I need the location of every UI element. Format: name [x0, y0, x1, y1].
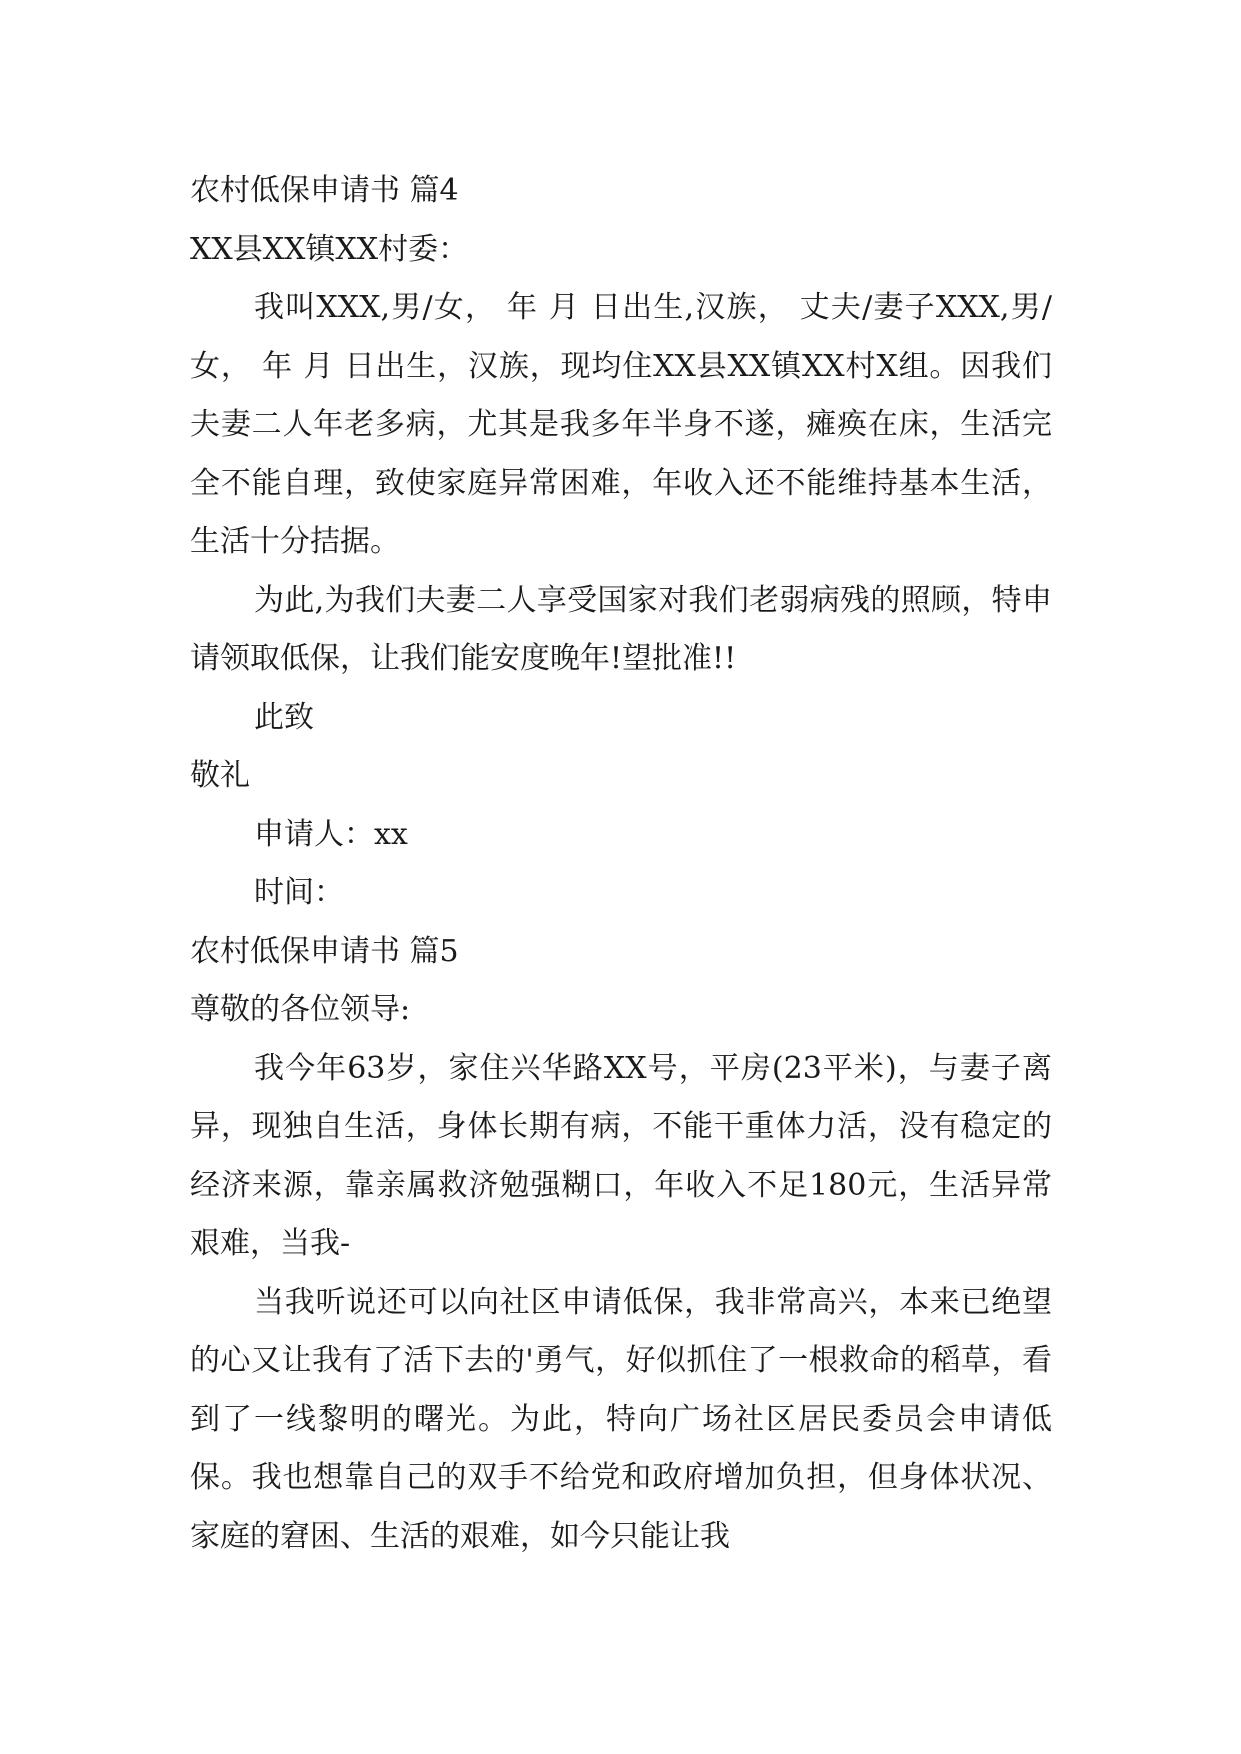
section-4-closing-cizhi: 此致 — [254, 699, 314, 735]
section-5-salutation: 尊敬的各位领导: — [190, 992, 411, 1027]
section-4-paragraph-1: 我叫XXX,男/女， 年 月 日出生,汉族， 丈夫/妻子XXX,男/女， 年 月 日出生，汉族，现均住XX县XX镇XX村X组。因我们夫妻二人年老多病，尤其是我多年半身不遂，瘫痪在床，生活完全不能自理，致使家庭异常困难，年收入还不能维持基本生活，生活十分拮据。 — [190, 290, 1052, 559]
section-4-salutation: XX县XX镇XX村委： — [190, 231, 469, 267]
section-5-paragraph-2: 当我听说还可以向社区申请低保，我非常高兴，本来已绝望的心又让我有了活下去的'勇气，好似抓住了一根救命的稻草，看到了一线黎明的曙光。为此，特向广场社区居民委员会申请低保。我也想靠自己的双手不给党和政府增加负担，但身体状况、家庭的窘困、生活的艰难，如今只能让我 — [190, 1284, 1052, 1554]
document-body — [190, 162, 1052, 1566]
section-4-paragraph-2: 为此,为我们夫妻二人享受国家对我们老弱病残的照顾，特申请领取低保，让我们能安度晚年!望批准!! — [190, 582, 1052, 676]
section-4-title: 农村低保申请书 篇4 — [190, 173, 459, 208]
section-4-closing-jingli: 敬礼 — [190, 758, 250, 793]
section-4-time: 时间： — [254, 875, 344, 910]
section-5-paragraph-1: 我今年63岁，家住兴华路XX号，平房(23平米)，与妻子离异，现独自生活，身体长期有病，不能干重体力活，没有稳定的经济来源，靠亲属救济勉强糊口，年收入不足180元，生活异常艰难，当我- — [190, 1050, 1052, 1261]
section-5-title: 农村低保申请书 篇5 — [190, 933, 459, 969]
section-4-applicant: 申请人：xx — [254, 816, 408, 852]
